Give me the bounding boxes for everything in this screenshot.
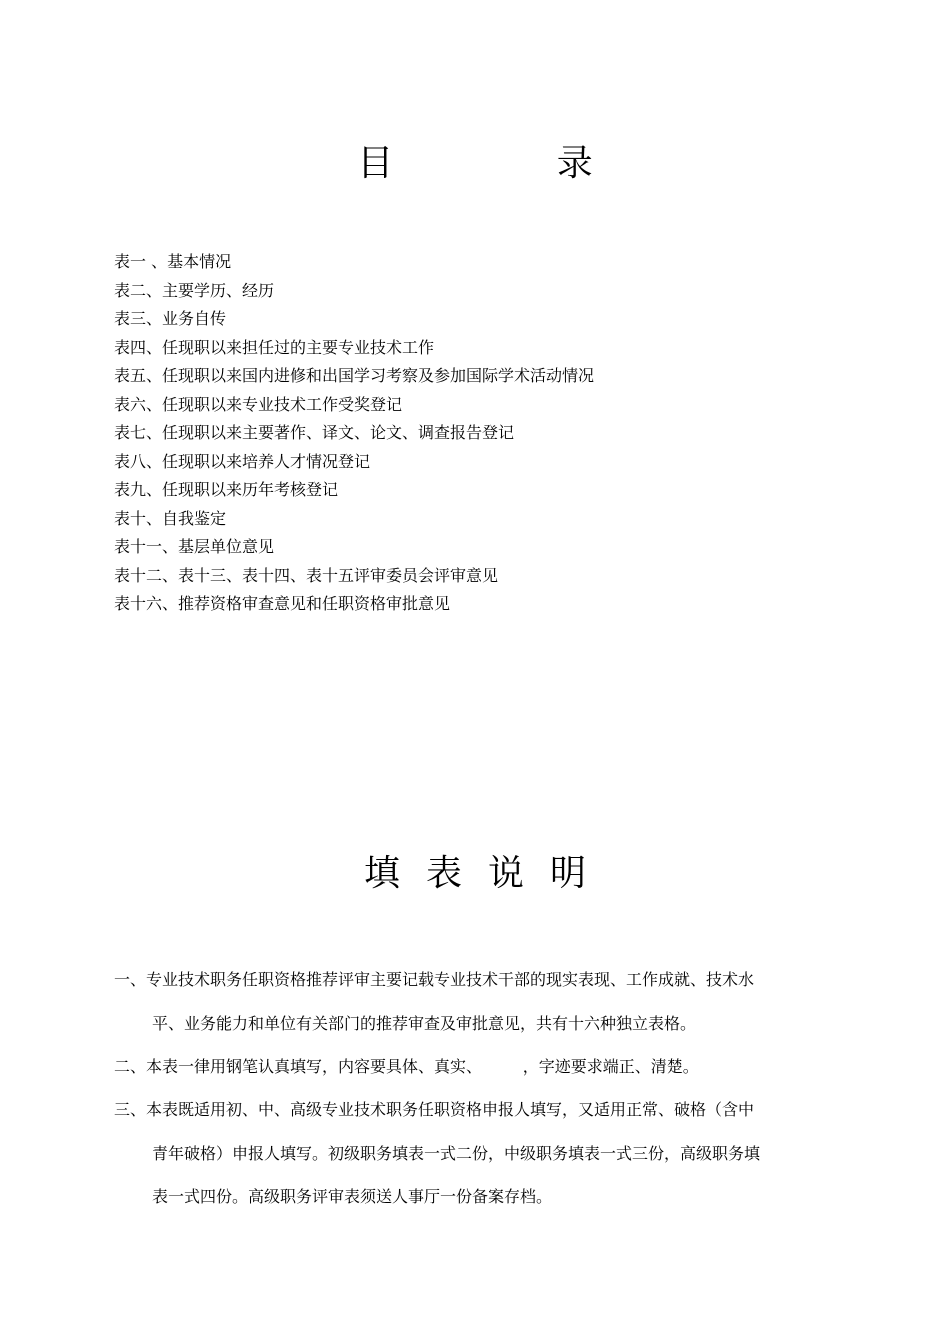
toc-item: 表四、任现职以来担任过的主要专业技术工作 — [114, 337, 435, 357]
toc-title: 目 录 — [357, 143, 669, 184]
toc-item: 表十六、推荐资格审查意见和任职资格审批意见 — [114, 594, 451, 613]
toc-item: 表三、业务自传 — [114, 309, 227, 328]
instruction-item-3 — [114, 1088, 814, 1219]
toc-item: 表十一、基层单位意见 — [114, 537, 275, 556]
toc-item: 表十、自我鉴定 — [114, 508, 227, 528]
instruction-line: 一、专业技术职务任职资格推荐评审主要记载专业技术干部的现实表现、工作成就、技术水 — [114, 970, 755, 989]
instruction-item-2 — [114, 1045, 814, 1089]
instruction-line: 表一式四份。高级职务评审表须送人事厅一份备案存档。 — [152, 1187, 553, 1206]
instructions-title: 填表说明 — [363, 853, 612, 894]
toc-item: 表六、任现职以来专业技术工作受奖登记 — [114, 394, 403, 414]
toc-item: 表七、任现职以来主要著作、译文、论文、调查报告登记 — [114, 423, 515, 442]
instruction-line: 平、业务能力和单位有关部门的推荐审查及审批意见，共有十六种独立表格。 — [152, 1013, 697, 1033]
toc-list — [114, 248, 594, 619]
instruction-line: 二、本表一律用钢笔认真填写，内容要具体、真实、 ，字迹要求端正、清楚。 — [114, 1057, 699, 1076]
toc-item: 表一 、基本情况 — [114, 252, 232, 271]
toc-item: 表二、主要学历、经历 — [114, 280, 275, 300]
instruction-line: 三、本表既适用初、中、高级专业技术职务任职资格申报人填写，又适用正常、破格（含中 — [114, 1100, 755, 1119]
toc-item: 表九、任现职以来历年考核登记 — [114, 480, 339, 499]
toc-item: 表八、任现职以来培养人才情况登记 — [114, 451, 371, 471]
toc-item: 表十二、表十三、表十四、表十五评审委员会评审意见 — [114, 565, 499, 585]
toc-item: 表五、任现职以来国内进修和出国学习考察及参加国际学术活动情况 — [114, 366, 595, 385]
instruction-line: 青年破格）申报人填写。初级职务填表一式二份，中级职务填表一式三份，高级职务填 — [152, 1143, 761, 1163]
instruction-item-1 — [114, 958, 814, 1045]
